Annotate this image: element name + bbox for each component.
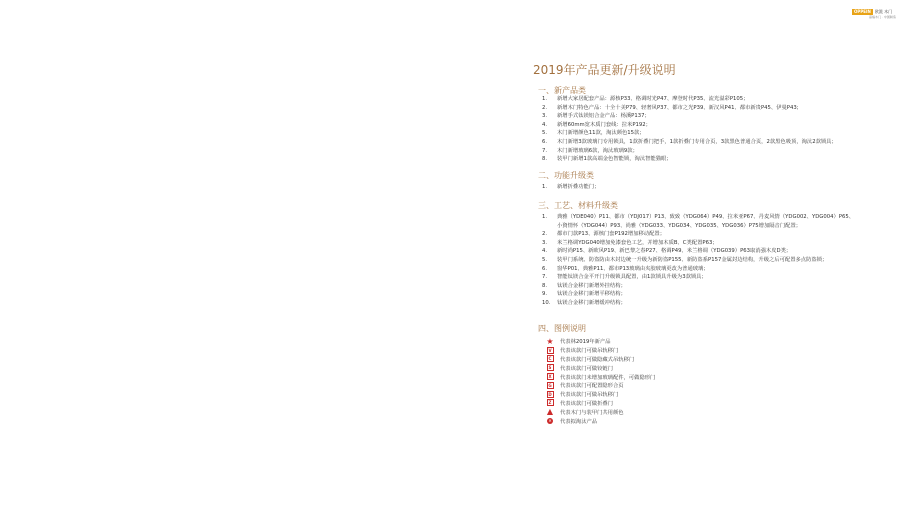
list-item (542, 290, 854, 299)
list-item (542, 129, 837, 138)
item-number: 8. (542, 156, 548, 163)
brand-logo (852, 9, 908, 21)
legend-item (546, 355, 655, 364)
page-title: 2019年产品更新/升级说明 (533, 63, 676, 77)
item-number: 4. (542, 121, 548, 128)
list-item (542, 121, 837, 130)
s-badge-icon: S (546, 364, 554, 372)
new-products-list (542, 95, 837, 164)
list-item (542, 282, 854, 291)
legend-item (546, 381, 655, 390)
legend-text: 代表该款门可做隐藏式吊轨移门 (560, 356, 635, 363)
function-upgrade-list (542, 183, 599, 192)
item-text: 木门新增玻璃6款，淘汰玻璃9款； (557, 147, 638, 154)
list-item (542, 104, 837, 113)
item-text: 钛镁合金移门新增缓冲结构； (557, 299, 626, 306)
item-text: 木门新增颜色11款，淘汰颜色15款； (557, 130, 645, 137)
legend-text: 代表拟淘汰产品 (560, 418, 598, 425)
section-heading-craft-upgrade: 三、工艺、材料升级类 (538, 201, 618, 210)
legend-item (546, 337, 655, 346)
d-badge-icon: D (548, 391, 552, 397)
list-item (542, 299, 854, 308)
item-text: 新增折叠功能门； (557, 184, 600, 190)
list-item (542, 155, 837, 164)
item-number: 7. (542, 147, 548, 154)
list-item (542, 256, 854, 265)
item-text: 智能钛镁合金平开门升级锁具配置，由1款锁具升级为3款锁具； (557, 274, 707, 281)
section-heading-legend: 四、图例说明 (538, 324, 586, 333)
item-number: 8. (542, 282, 548, 289)
list-item (542, 183, 599, 192)
item-number: 9. (542, 291, 548, 298)
item-number: 10. (542, 299, 551, 306)
item-text: 米兰格调YDG040增加免漆套色工艺，并增加木质B、C类配置P63； (557, 239, 718, 246)
legend-text: 代表该款门可做折叠门 (560, 400, 613, 407)
z-badge-icon: Z (546, 399, 554, 407)
legend-item (546, 416, 655, 425)
legend-text: 代表林2019年新产品 (560, 339, 611, 346)
item-number: 2. (542, 231, 548, 238)
cross-circle-icon: ✕ (548, 417, 552, 423)
list-item (542, 95, 837, 104)
list-item (542, 147, 837, 156)
craft-upgrade-list (542, 213, 854, 308)
item-text: 装甲门系统、防盗防由木封边统一升级为新防盗P155、新防盗系P157金属封边结构，升级之后可配置多点防盗锁； (557, 256, 828, 263)
item-text: 新增60mm宽木质门套线：拉米P192； (557, 121, 651, 128)
star-icon: ★ (546, 336, 554, 346)
legend-list (546, 337, 655, 425)
legend-text: 代表该款门可配置隐形合页 (560, 383, 624, 390)
item-number: 6. (542, 265, 548, 272)
logo-subtitle: 高端木门 · 中国制造 (869, 15, 896, 19)
legend-item (546, 372, 655, 381)
c-badge-icon: C (546, 355, 554, 363)
item-text: 新增大家居配套产品：源核P33、格调时光P47、摩登时代P35、流光溢彩P105； (557, 96, 749, 102)
section-heading-function-upgrade: 二、功能升级类 (538, 171, 594, 180)
item-number: 3. (542, 113, 548, 120)
list-item (542, 247, 854, 256)
list-item (542, 230, 854, 239)
legend-text: 代表该款门未增加玻璃配件，可做隐形门 (560, 374, 656, 381)
logo-word: OPPEIN (854, 9, 871, 14)
item-number: 7. (542, 274, 548, 281)
legend-item (546, 399, 655, 408)
item-text: 都市门款P13、源核门套P192增加移动配置； (557, 231, 665, 238)
x-badge-icon: X (548, 374, 552, 380)
list-item (542, 239, 854, 248)
item-number: 3. (542, 239, 548, 246)
legend-text: 代表该款门可做吊轨移门 (560, 392, 619, 399)
item-text: 木门新增3款玻璃门专用锁具，1款折叠门把手，1款折叠门专用合页，3款黑色普通合页，2款黑色吸顶，淘汰2款锁具； (557, 138, 837, 145)
item-text: 钛镁合金移门新增外挂结构； (557, 282, 626, 289)
legend-text: 代表该款门可做铰链门 (560, 365, 613, 372)
item-number: 6. (542, 138, 548, 145)
item-text: 钛镁合金移门新增平移结构； (557, 291, 626, 298)
logo-text: 欧派 木门 (874, 9, 893, 14)
legend-item (546, 346, 655, 355)
section-heading-new-products: 一、新产品类 (538, 86, 586, 95)
legend-text: 代表木门与装甲门共用颜色 (560, 409, 624, 416)
list-item (542, 138, 837, 147)
item-text: 新增手式钛镁铝合金产品：杨溪P137； (557, 113, 650, 120)
list-item (542, 112, 837, 121)
item-text-continued: 小資情怀（YDG044）P93、尚雅（YDG033、YDG034、YDG035、YDG036）P75增加隔音门配置； (557, 222, 802, 229)
v-badge-icon: V (548, 347, 552, 353)
legend-text: 代表该款门可做吊轨移门 (560, 348, 619, 355)
legend-item (546, 363, 655, 372)
item-number: 1. (542, 184, 548, 190)
item-text: 新增木门特色产品：十全十美P79、轻奢风P37、都市之光P39、新汉风P41、都市新贵P45、伊曼P43; (557, 104, 799, 111)
item-number: 1. (542, 96, 548, 102)
legend-item (546, 407, 655, 416)
item-number: 5. (542, 130, 548, 137)
item-number: 4. (542, 248, 548, 255)
item-text: 新时尚P15、新欧风P19、新巴黎之春P27、格调P49、米兰格调（YDG039）P63取消强木皮D类； (557, 248, 792, 255)
list-item (542, 273, 854, 282)
list-item (542, 265, 854, 274)
legend-item (546, 390, 655, 399)
item-number: 2. (542, 104, 548, 111)
item-number: 5. (542, 256, 548, 263)
item-text: 窗华P01、典雅P11、都市P13玻璃由夹胶玻璃更改为普通玻璃； (557, 265, 709, 272)
list-item (542, 213, 854, 230)
g-badge-icon: G (548, 382, 552, 388)
item-text: 装甲门新增1款高端金色智能锁，淘汰智能猫眼； (557, 156, 672, 163)
item-text: 典雅（YDE040）P11、都市（YDJ017）P13、致致（YDG064）P49、拉米亚P67、丹麦风情（YDG002、YDG004）P65、 (557, 214, 855, 220)
triangle-icon: ▲ (546, 407, 554, 417)
item-number: 1. (542, 214, 548, 220)
